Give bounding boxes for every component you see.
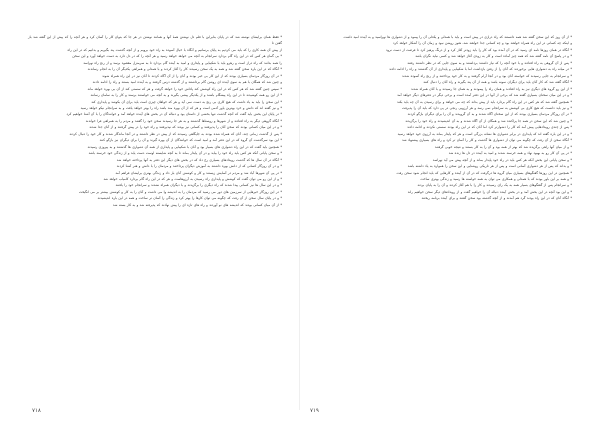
paragraph: * آنگاه آنان که در این راه بودند گرد هم آمدند و از آنچه گذشته بود سخن گفتند و برای آینده برنامه ریختند — [421, 196, 572, 201]
paragraph: * همچنین باید گفت که در این راه دشواری های بسیار بود و آنان با شکیبایی و پایداری از همه آن دشواری ها گذشتند و به پیروزی رسیدند — [87, 144, 282, 149]
paragraph: * این بود سرگذشت آن گروه که در این دفتر آمد و امید است که خوانندگان از آن بهره گیرند و آن را برای دیگران نیز بازگو کنند — [99, 138, 282, 143]
paragraph: * در آن روزگار مردمان بسیاری بودند که از این کار بی خبر بودند و آنان را از آن آگاه کردند تا آنان نیز در این راه همراه شوند — [102, 73, 282, 78]
paragraph: * و سرانجام پس از گفتگوهای بسیار همه به یک رای رسیدند و کار را با هم آغاز کردند و آن را به پایان بردند — [417, 183, 572, 188]
paragraph: * همچنین در این روزها گفتگوهای بسیاری میان گروه ها درگرفت که در آن از آینده و کارهایی که باید انجام شود سخن رفت — [396, 170, 572, 175]
paragraph: * پس از چندی رویدادهایی پیش آمد که کار را دشوارتر کرد اما آنان که در این راه بودند سستی نکردند و ادامه دادند — [407, 125, 572, 130]
right-page-number: ۷۱۹ — [310, 408, 319, 414]
paragraph: * در میانه راه به دشواری هایی برخوردند که آنان را از رفتن بازداشت اما با شکیبایی و پایداری از آن گذشتند و راه را ادامه دادند — [389, 67, 572, 72]
paragraph: * این سخن را باید به یاد داشت که هیچ کاری بی رنج به دست نمی آید و هر که خواهان چیزی است باید برای آن بکوشد و پایداری کند — [91, 99, 282, 104]
paragraph: * بی گمان هر کس که در این راه گام بردارد سرانجام به آنچه می خواهد خواهد رسید و هر آنچه را که در دل دارد به دست خواهد آورد و این سخن — [72, 54, 282, 59]
paragraph: * و این بود آنچه در این بخش آمد و در بخش آینده دنباله آن را خواهیم گفت و از رویدادهای دیگر سخن خواهیم راند — [407, 189, 572, 194]
paragraph: * فقط همان برایشان نوشته شد که در پایان بنابراین با قلم دل نوشتن همۀ آنها و همانند نوشتن در هر جا که بتوان کار را آسان کرد و هر آنچه را که پیش از این گفته شد باز گفتن تا — [28, 35, 282, 46]
paragraph: * آنگاه که در این باره سخن گفته شد و همه به یک سخن رسیدند کار را آغاز کردند و با همدلی و همراهی یکدیگر آن را به انجام رساندند — [87, 67, 282, 72]
paragraph: * آنگاه در آن سال ها که گذشت رویدادهای بسیاری رخ داد که در بخش های دیگر این دفتر به آنها پرداخته خواهد شد — [116, 157, 282, 162]
paragraph: * آنگاه گفته شد که کار آنان باید برای دیگران نمونه باشد و همه از آن پند بگیرند و راه آنان را دنبال کنند — [423, 80, 572, 85]
paragraph: * آنگاه گروهی دیگر به راه افتادند و از شهرها و روستاها گذشتند و به هر جا رسیدند سخن خود را گفتند و مردم را به همراهی فرا خواندند — [85, 118, 282, 123]
paragraph: * از آن میان کسانی بودند که اندیشه های نو آوردند و راه های تازه ای را پیش نهادند که پذیرفته شد و به کار بسته شد — [112, 202, 282, 207]
paragraph: * و سخن پایانی آنکه هر کس باید راه خود را بیابد و در آن پایدار بماند تا به آنچه شایسته اوست دست یابد و از زندگی خود خرسند باشد — [88, 151, 282, 156]
paragraph: * و در این باره گفته اند که پایداری در برابر دشواری ها نشانه بزرگی است و هر که پایدار بماند به آرزوی خود خواهد رسید — [397, 131, 572, 136]
paragraph: * در پی آن کار رو به بهبود نهاد و همه خرسند شدند و امید به آینده در دل ها زنده شد — [448, 151, 572, 156]
paragraph: * در این روزگار خبرهایی از سرزمین های دور می رسید که مردمان را به اندیشه وا می داشت و آنان را به کار و کوشش بیشتر بر می انگیخت — [78, 189, 282, 194]
paragraph: * از آن روز که این سخن گفته شد همه دانستند که راه درازی در پیش است و باید با همدلی و یکدلی آن را پیمود و از دشواری ها نهراسید و به آینده امید داشت — [343, 35, 572, 39]
paragraph: * و همه بر این باور بودند که با همدلی و همکاری می توان به همه خواسته ها رسید و زندگی بهتری ساخت — [420, 176, 572, 181]
paragraph: * در پایان این بخش باید گفت که آنچه گذشت تنها بخشی از داستان بود و دنباله آن در بخش های آینده خواهد آمد و خوانندگان را با آن آشنا خواهیم کرد — [66, 112, 282, 117]
paragraph: * در آن روزگار مردمان بسیاری بودند که از این سخنان آگاه شدند و به آن گرویدند و آن را برای دیگران بازگو کردند — [407, 112, 572, 117]
left-page — [28, 34, 282, 400]
paragraph: * و نیز گفته اند که دانش و خرد بهترین یاور آدمی است و هر که از آن بهره مند باشد راه را بهتر خواهد یافت و به سرانجام نیکو خواهد رسید — [80, 105, 282, 110]
paragraph: * و از این رو می توان گفت که کوشش و پایداری راه رسیدن به آرزوهاست و هر که در این راه گام بردارد کامیاب خواهد شد — [103, 176, 282, 181]
paragraph: * و در پایان سال سخن از آن رفت که چگونه می توان کارها را بهتر کرد و زندگی را آسان تر ساخت و همه در این باره اندیشیدند — [97, 196, 282, 201]
left-page-number: ۷۱۸ — [32, 408, 41, 414]
paragraph: * پس از گذشت زمانی چند، آنان که همراه شده بودند به جایگاهی رسیدند که از پیش در نظر داشتند و در آنجا ماندگار شدند و کار خود را دنبال کردند — [69, 131, 282, 136]
paragraph: * و در آن روزگار کسانی که از دانش بهره داشتند به آموزش دیگران پرداختند و مردمان را با دانش و هنر آشنا کردند — [116, 164, 282, 169]
paragraph: * و در این میان سخنان بسیاری گفته شد که برخی از آنها در این دفتر آمده است و برخی دیگر در دفترهای دیگر خواهد آمد — [397, 93, 572, 98]
paragraph: * از این رو گروه های دیگری نیز به راه افتادند و همان راه را پیمودند و به همان جا رسیدند و با آنان همراه شدند — [411, 86, 572, 91]
paragraph: * و سرانجام به جایی رسیدند که خواسته آنان بود و در آنجا آرام گرفتند و به کار خود پرداختند و از رنج راه آسوده شدند — [401, 73, 572, 78]
paragraph: * از این رو همه کوشیدند تا در این راه پیشگام باشند و از یکدیگر پیشی بگیرند و به آنچه می خواستند برسند و کار را به سامان رسانند — [90, 93, 282, 98]
paragraph: * در پی آن شهرها آباد شد و مردم در آسایش زیستند و کار و کوشش آنان بار داد و زندگی بهتری برایشان فراهم آمد — [115, 170, 282, 175]
paragraph: * آنگاه در همان روزها نامه ای رسید که در آن آمده بود که کار را باید زودتر آغاز کرد و از درنگ پرهیز کرد تا فرصت از دست نرود — [385, 47, 572, 52]
paragraph: * و چنین شد که این سخن در همه جا پراکنده شد و همگان از آن آگاه شدند و به آن اندیشیدند و راه خود را برگزیدند — [405, 118, 572, 123]
paragraph: * و نیز باید دانست که هیچ کاری بی کوشش به سرانجام نمی رسد و هر آرزویی رنجی در پی دارد که باید آن را پذیرفت — [401, 105, 572, 110]
paragraph: * و در این میان کسانی بودند که سخن آنان را پذیرفتند و کسانی نیز بودند که نپذیرفتند و راه خود را در پیش گرفتند و از آنان جدا شدند — [89, 125, 282, 130]
paragraph: * و در پاسخ آن نامه گفته شد که همه چیز آماده است و کار به زودی آغاز خواهد شد و کسی نباید نگران باشد — [415, 54, 572, 59]
paragraph: * و در این سال ها نیز کسانی پیدا شدند که راه دیگری را برگزیدند و با دیگران همراه نشدند و سرانجام خود را یافتند — [115, 183, 282, 188]
paragraph: * و سخن پایانی این بخش آنکه هر کس باید در راه خود پایدار بماند و از آنچه پیش می آید نهراسد — [432, 157, 572, 162]
paragraph: * و از میان آنها راهی برگزیده شد که بهتر از همه بود و آن را به کار بستند و نتیجه خوبی گرفتند — [434, 144, 572, 149]
right-page — [318, 34, 572, 400]
page-gutter — [299, 20, 300, 410]
paragraph: * همچنین گفته شد که هر کس در این راه گام بردارد باید از پیش بداند که چه می خواهد و برای رسیدن به آن چه باید بکند — [397, 99, 572, 104]
paragraph: * و بداند که پس از هر دشواری آسانی است و پس از هر تاریکی روشنایی و این سخن را همواره به یاد داشته باشد — [407, 164, 572, 169]
paragraph: و چنین شد که همگان با هم به سوی آینده ای روشن گام برداشتند و از گذشته درس گرفتند و به آینده امید بستند و راه را ادامه دادند — [92, 80, 282, 85]
paragraph: * پس از آن گروهی به راه افتادند و با خود آنچه را که نیاز داشتند برداشتند و به سوی جایی که در نظر داشتند رفتند — [407, 60, 572, 65]
paragraph: از پیش آن همه کاری را که باید می کردیم به پایان برسانیم و آنگاه با خیال آسوده به راه خود برویم و از آنچه گذشت پند بگیریم و بدانیم که در این راه — [67, 47, 282, 52]
paragraph: را همه بدانند که راه دراز است و رهرو باید با شکیبایی و پایداری و امید به آینده گام بردارد تا به سرمنزل مقصود برسد و از رنج راه نهراسد — [83, 60, 282, 65]
paragraph: و اینکه چه کسانی در این راه همراه خواهند بود و چه کسانی جدا خواهند شد، هنوز روشن نبود و زمان آن را آشکار خواهد کرد — [393, 41, 572, 46]
paragraph: * آنگاه سخن از آن رفت که چگونه می توان از دشواری ها گذشت و کار را آسان تر کرد و راه های بسیاری پیشنهاد شد — [402, 138, 572, 143]
paragraph: * سپس چنین گفته شد که هر کس که در این راه کوشش کند پاداش خود را خواهد گرفت و هر که سستی کند از آن بی بهره خواهد ماند — [87, 86, 282, 91]
